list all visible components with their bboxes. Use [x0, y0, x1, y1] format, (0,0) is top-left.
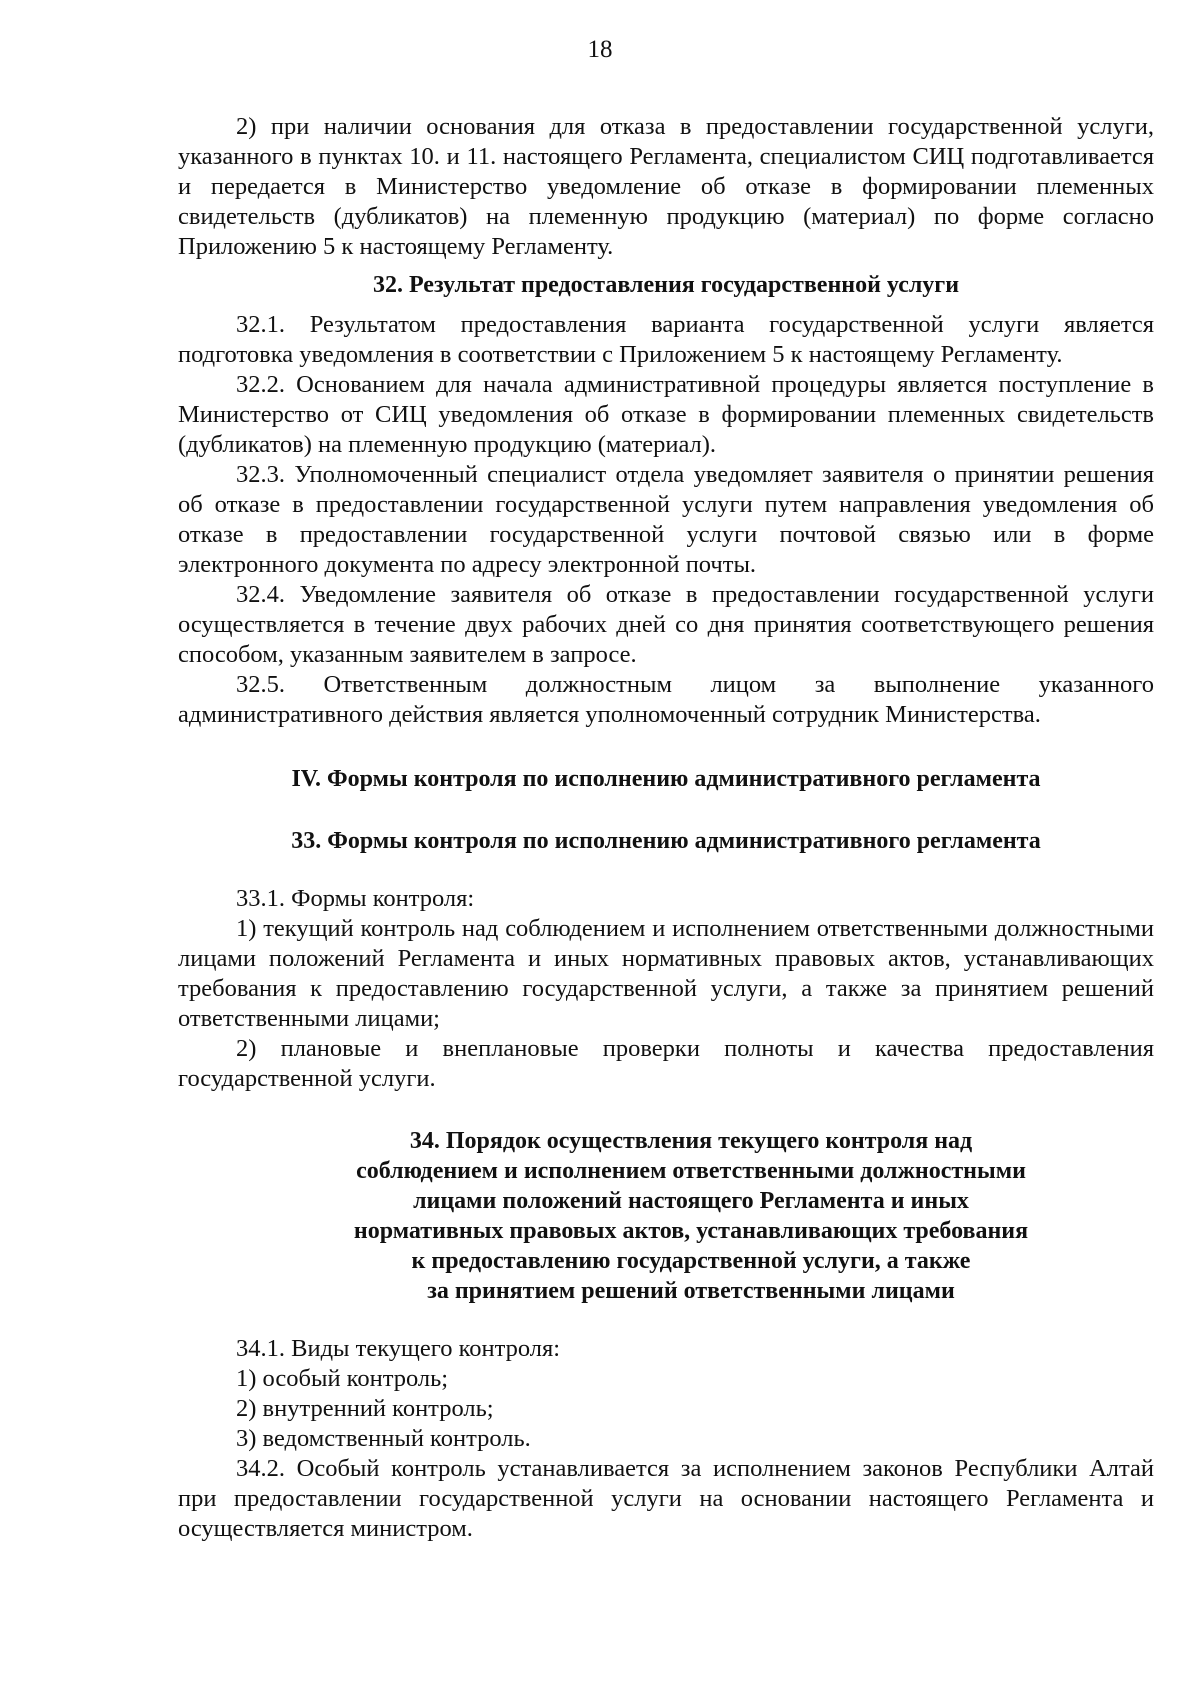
- paragraph-34-1-item-2: 2) внутренний контроль;: [236, 1395, 494, 1422]
- section-heading-34-line: к предоставлению государственной услуги, а также: [411, 1248, 971, 1274]
- paragraph-33-1-item-2: 2) плановые и внеплановые проверки полноты и качества предоставления государственной услуги.: [178, 1035, 1154, 1092]
- paragraph-33-1-item-1: 1) текущий контроль над соблюдением и исполнением ответственными должностными лицами положений Регламента и иных нормативных правовых актов, устанавливающих требования к предоставлению государственной услуги, а также за принятием решений ответственными лицами;: [178, 915, 1154, 1032]
- paragraph-intro: 2) при наличии основания для отказа в предоставлении государственной услуги, указанного в пунктах 10. и 11. настоящего Регламента, специалистом СИЦ подготавливается и передается в Министерство уведомление об отказе в формировании племенных свидетельств (дубликатов) на племенную продукцию (материал) по форме согласно Приложению 5 к настоящему Регламенту.: [178, 113, 1154, 260]
- section-heading-34-line: нормативных правовых актов, устанавливающих требования: [353, 1218, 1029, 1244]
- section-heading-34-line: лицами положений настоящего Регламента и иных: [413, 1188, 969, 1214]
- document-body: [178, 112, 1154, 1544]
- page-number: 18: [587, 36, 613, 63]
- paragraph-32-2: 32.2. Основанием для начала административной процедуры является поступление в Министерство от СИЦ уведомления об отказе в формировании племенных свидетельств (дубликатов) на племенную продукцию (материал).: [178, 371, 1154, 458]
- section-heading-34-line: 34. Порядок осуществления текущего контроля над: [409, 1128, 973, 1154]
- section-heading-33: 33. Формы контроля по исполнению административного регламента: [291, 828, 1041, 854]
- paragraph-33-1: 33.1. Формы контроля:: [236, 885, 475, 912]
- chapter-heading-iv: IV. Формы контроля по исполнению административного регламента: [291, 766, 1041, 792]
- paragraph-34-1: 34.1. Виды текущего контроля:: [236, 1335, 561, 1362]
- section-heading-34-line: соблюдением и исполнением ответственными должностными: [356, 1158, 1026, 1184]
- paragraph-32-1: 32.1. Результатом предоставления варианта государственной услуги является подготовка уведомления в соответствии с Приложением 5 к настоящему Регламенту.: [178, 311, 1154, 368]
- paragraph-34-1-item-3: 3) ведомственный контроль.: [236, 1425, 531, 1452]
- paragraph-34-1-item-1: 1) особый контроль;: [236, 1365, 449, 1392]
- section-heading-34-line: за принятием решений ответственными лицами: [427, 1278, 955, 1304]
- paragraph-32-4: 32.4. Уведомление заявителя об отказе в предоставлении государственной услуги осуществляется в течение двух рабочих дней со дня принятия соответствующего решения способом, указанным заявителем в запросе.: [178, 581, 1154, 668]
- paragraph-34-2: 34.2. Особый контроль устанавливается за исполнением законов Республики Алтай при предоставлении государственной услуги на основании настоящего Регламента и осуществляется министром.: [178, 1455, 1154, 1542]
- section-heading-32: 32. Результат предоставления государственной услуги: [372, 272, 960, 298]
- section-heading-34: [178, 1126, 1154, 1306]
- paragraph-32-5: 32.5. Ответственным должностным лицом за выполнение указанного административного действия является уполномоченный сотрудник Министерства.: [178, 671, 1154, 728]
- paragraph-32-3: 32.3. Уполномоченный специалист отдела уведомляет заявителя о принятии решения об отказе в предоставлении государственной услуги путем направления уведомления об отказе в предоставлении государственной услуги почтовой связью или в форме электронного документа по адресу электронной почты.: [178, 461, 1154, 578]
